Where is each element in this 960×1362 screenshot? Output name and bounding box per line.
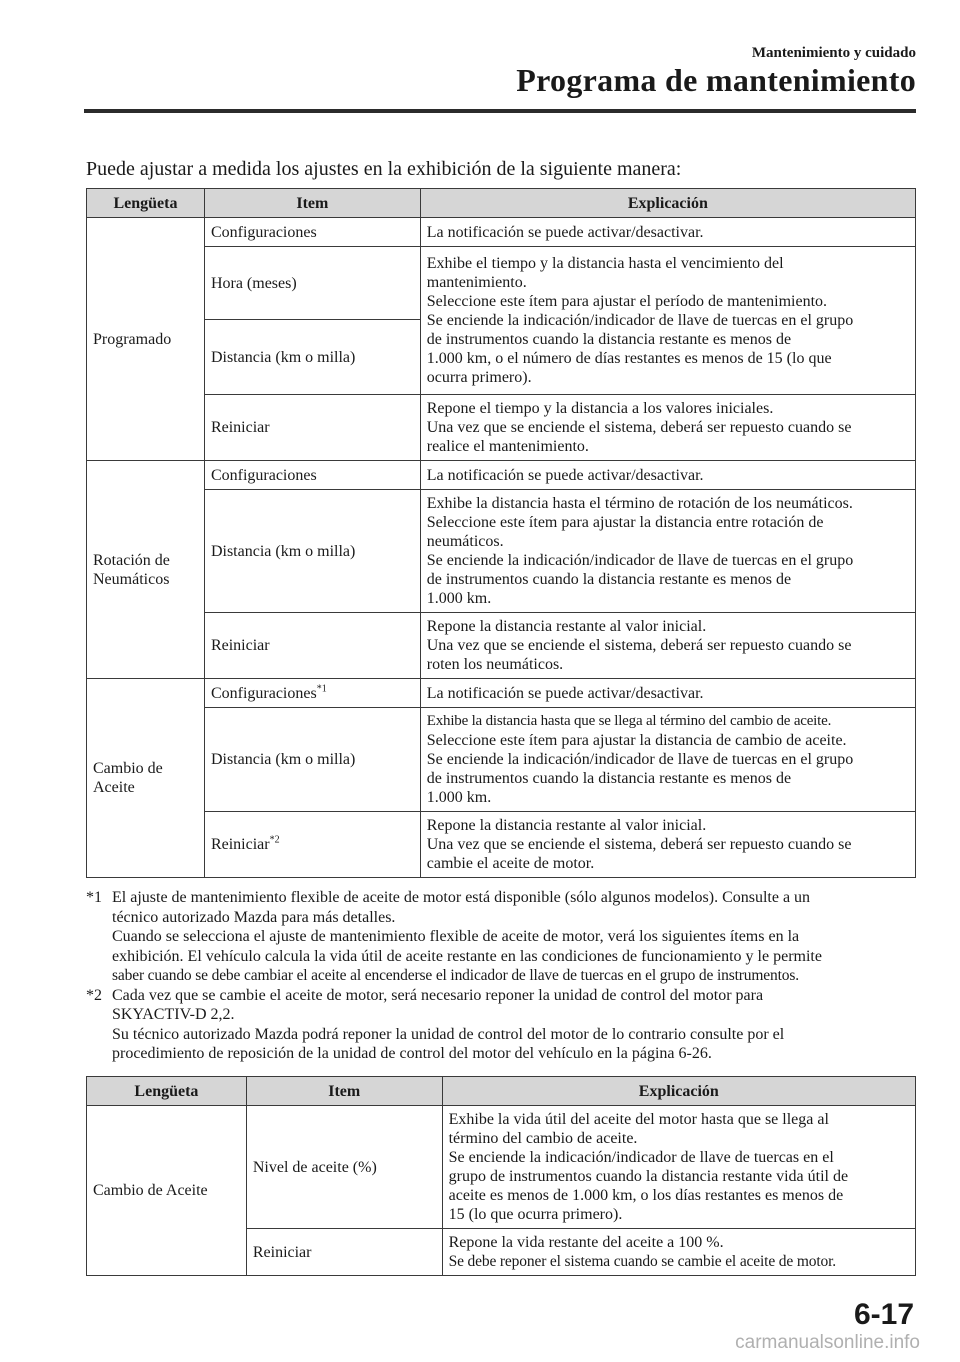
item-cell: [204, 490, 420, 613]
item-cell: [204, 247, 420, 320]
footnote-mark: *2: [86, 986, 102, 1004]
explanation-line: de instrumentos cuando la distancia restante es menos de: [426, 571, 792, 588]
table-row: [87, 461, 916, 490]
column-header-tab: Lengüeta: [87, 1077, 247, 1106]
item-label: Reiniciar: [210, 637, 270, 654]
explanation-line: Exhibe la distancia hasta el término de rotación de los neumáticos.: [426, 495, 853, 512]
footnote-line: Su técnico autorizado Mazda podrá reponer la unidad de control del motor de lo contrario consulte por el: [112, 1025, 785, 1043]
table-row: [87, 812, 916, 878]
explanation-line: Se enciende la indicación/indicador de llave de tuercas en el grupo: [426, 552, 854, 569]
table-row: [87, 708, 916, 812]
item-cell: [204, 613, 420, 679]
item-cell: [204, 679, 420, 708]
explanation-line: La notificación se puede activar/desactivar.: [426, 223, 704, 241]
tab-label: Cambio de: [93, 760, 163, 777]
tab-cell: [87, 218, 205, 461]
item-label: Distancia (km o milla): [210, 751, 356, 768]
explanation-cell: [420, 812, 915, 878]
explanation-line: Se debe reponer el sistema cuando se cambie el aceite de motor.: [448, 1253, 836, 1270]
explanation-line: realice el mantenimiento.: [426, 438, 589, 455]
footnote-line: exhibición. El vehículo calcula la vida útil de aceite restante en las condiciones de funcionamiento y le permite: [112, 947, 822, 965]
column-header-tab: Lengüeta: [87, 189, 205, 218]
tab-label: Cambio de Aceite: [93, 1182, 208, 1199]
explanation-line: neumáticos.: [426, 533, 504, 550]
explanation-line: Se enciende la indicación/indicador de llave de tuercas en el: [448, 1149, 834, 1166]
explanation-line: Exhibe la vida útil del aceite del motor hasta que se llega al: [448, 1111, 829, 1128]
table-row: [87, 613, 916, 679]
item-cell: [246, 1106, 442, 1229]
item-label: Configuraciones: [210, 684, 317, 702]
table-row: [87, 1106, 916, 1229]
explanation-line: de instrumentos cuando la distancia restante es menos de: [426, 770, 792, 787]
item-label: Distancia (km o milla): [210, 542, 356, 560]
item-cell: [246, 1229, 442, 1276]
item-label: Distancia (km o milla): [210, 348, 356, 366]
table-row: [87, 679, 916, 708]
explanation-cell: [420, 679, 915, 708]
footnote-line: Cada vez que se cambie el aceite de motor, será necesario reponer la unidad de control del motor para: [112, 986, 764, 1004]
explanation-line: Exhibe el tiempo y la distancia hasta el vencimiento del: [426, 255, 784, 272]
intro-text: Puede ajustar a medida los ajustes en la exhibición de la siguiente manera:: [86, 158, 682, 180]
column-header-explanation: Explicación: [420, 189, 915, 218]
explanation-line: ocurra primero).: [426, 369, 532, 386]
explanation-line: roten los neumáticos.: [426, 656, 564, 673]
table-row: [87, 218, 916, 247]
explanation-line: aceite es menos de 1.000 km, o los días restantes es menos de: [448, 1187, 844, 1204]
item-cell: [204, 320, 420, 395]
item-label: Configuraciones: [210, 223, 317, 241]
footnote-line: técnico autorizado Mazda para más detalles.: [112, 908, 396, 926]
table-row: [87, 490, 916, 613]
section-header: Mantenimiento y cuidado: [751, 45, 916, 61]
item-label: Hora (meses): [210, 274, 297, 292]
explanation-line: mantenimiento.: [426, 274, 527, 291]
page-number: 6-17: [853, 1298, 914, 1331]
footnote-line: procedimiento de reposición de la unidad de control del motor del vehículo en la página 6-26.: [112, 1045, 712, 1062]
explanation-cell: [442, 1106, 915, 1229]
watermark: carmanualsonline.info: [735, 1332, 920, 1353]
table-header-row: [87, 1077, 916, 1106]
footnotes: [86, 888, 916, 1064]
column-header-item: Item: [246, 1077, 442, 1106]
item-cell: [204, 708, 420, 812]
footnote-line: Cuando se selecciona el ajuste de mantenimiento flexible de aceite de motor, verá los siguientes ítems en la: [112, 928, 800, 945]
explanation-line: Seleccione este ítem para ajustar el período de mantenimiento.: [426, 293, 828, 310]
item-label: Reiniciar: [252, 1243, 312, 1261]
explanation-line: Repone la distancia restante al valor inicial.: [426, 817, 707, 834]
footnote: [86, 986, 916, 1064]
explanation-line: 1.000 km.: [426, 590, 492, 607]
item-cell: [204, 218, 420, 247]
footnote-ref: *1: [316, 683, 327, 695]
tab-cell: [87, 1106, 247, 1276]
footnote-line: SKYACTIV-D 2,2.: [112, 1006, 235, 1023]
page-title: Programa de mantenimiento: [516, 62, 916, 98]
explanation-cell: [420, 708, 915, 812]
footnote: [86, 888, 916, 986]
explanation-line: Exhibe la distancia hasta que se llega al término del cambio de aceite.: [426, 713, 832, 729]
tab-cell: [87, 461, 205, 679]
header-divider: [84, 109, 916, 113]
column-header-explanation: Explicación: [442, 1077, 915, 1106]
footnote-ref: *2: [269, 834, 280, 846]
item-cell: [204, 395, 420, 461]
column-header-item: Item: [204, 189, 420, 218]
explanation-cell: [442, 1229, 915, 1276]
tab-label: Aceite: [93, 779, 135, 796]
settings-table: [86, 188, 916, 878]
explanation-cell: [420, 613, 915, 679]
tab-label: Rotación de: [93, 551, 170, 569]
explanation-line: de instrumentos cuando la distancia restante es menos de: [426, 331, 792, 348]
oil-level-table: [86, 1076, 916, 1276]
explanation-line: Se enciende la indicación/indicador de llave de tuercas en el grupo: [426, 751, 854, 768]
explanation-cell: [420, 247, 915, 395]
explanation-cell: [420, 490, 915, 613]
explanation-line: Seleccione este ítem para ajustar la distancia entre rotación de: [426, 514, 824, 531]
explanation-line: Repone la vida restante del aceite a 100 %.: [448, 1234, 724, 1251]
table-row: [87, 395, 916, 461]
tab-label: Programado: [93, 330, 172, 348]
explanation-line: Una vez que se enciende el sistema, deberá ser repuesto cuando se: [426, 637, 852, 654]
item-label: Reiniciar: [210, 419, 270, 436]
explanation-line: Se enciende la indicación/indicador de llave de tuercas en el grupo: [426, 312, 854, 329]
footnote-line: saber cuando se debe cambiar el aceite al encenderse el indicador de llave de tuercas en el grupo de instrumentos.: [112, 967, 799, 984]
tab-cell: [87, 679, 205, 878]
explanation-line: La notificación se puede activar/desactivar.: [426, 466, 704, 484]
item-label: Nivel de aceite (%): [252, 1158, 377, 1176]
explanation-line: Una vez que se enciende el sistema, deberá ser repuesto cuando se: [426, 419, 852, 436]
explanation-line: La notificación se puede activar/desactivar.: [426, 684, 704, 702]
footnote-line: El ajuste de mantenimiento flexible de aceite de motor está disponible (sólo algunos modelos). Consulte a un: [112, 889, 811, 906]
explanation-line: Seleccione este ítem para ajustar la distancia de cambio de aceite.: [426, 732, 847, 749]
explanation-line: Repone la distancia restante al valor inicial.: [426, 618, 707, 635]
explanation-line: 1.000 km, o el número de días restantes es menos de 15 (lo que: [426, 350, 832, 367]
explanation-cell: [420, 461, 915, 490]
item-cell: [204, 812, 420, 878]
explanation-cell: [420, 218, 915, 247]
footnote-mark: *1: [86, 889, 102, 906]
table-header-row: [87, 189, 916, 218]
item-cell: [204, 461, 420, 490]
explanation-line: 15 (lo que ocurra primero).: [448, 1206, 623, 1223]
explanation-line: grupo de instrumentos cuando la distancia restante vida útil de: [448, 1168, 849, 1185]
tab-label: Neumáticos: [93, 570, 170, 588]
explanation-line: 1.000 km.: [426, 789, 492, 806]
table-row: [87, 247, 916, 320]
explanation-line: Repone el tiempo y la distancia a los valores iniciales.: [426, 400, 774, 417]
explanation-line: término del cambio de aceite.: [448, 1130, 638, 1147]
item-label: Configuraciones: [210, 466, 317, 484]
item-label: Reiniciar: [210, 836, 270, 853]
explanation-line: cambie el aceite de motor.: [426, 855, 595, 872]
explanation-cell: [420, 395, 915, 461]
explanation-line: Una vez que se enciende el sistema, deberá ser repuesto cuando se: [426, 836, 852, 853]
